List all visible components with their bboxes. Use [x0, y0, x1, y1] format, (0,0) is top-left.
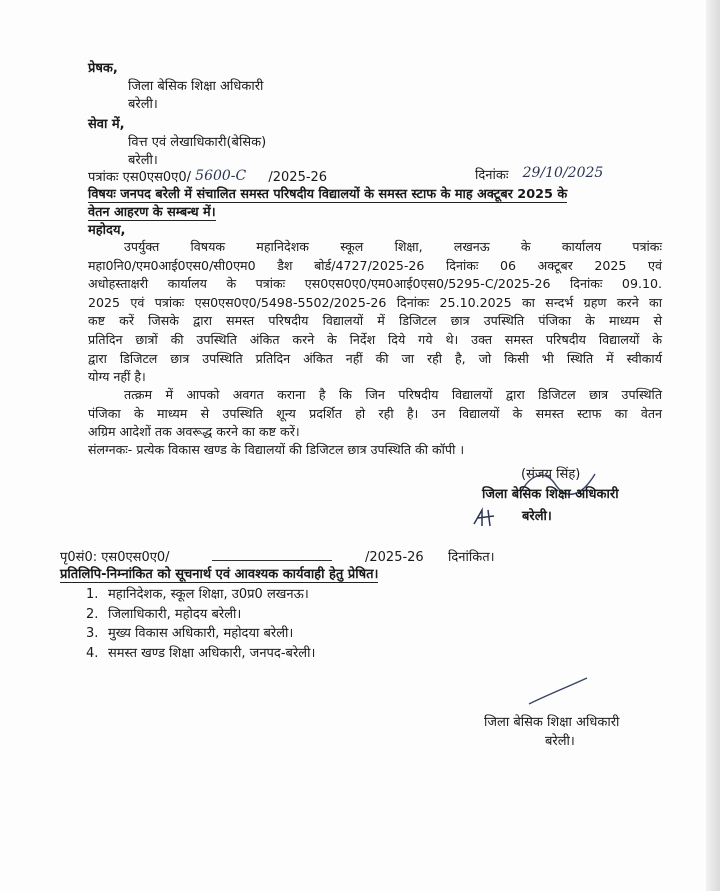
signatory-name: (संजय सिंह) [521, 467, 581, 482]
copy-heading: प्रतिलिपि-निम्नांकित को सूचनार्थ एवं आवश्यक कार्यवाही हेतु प्रेषित। [60, 567, 379, 582]
to-city: बरेली। [128, 153, 158, 168]
signatory-title: जिला बेसिक शिक्षा अधिकारी [482, 487, 619, 502]
para1-last-line: योग्य नहीं है। [88, 369, 146, 384]
initial-scribble [470, 506, 500, 530]
list-item: 3. मुख्य विकास अधिकारी, महोदया बरेली। [86, 626, 294, 641]
para2-last-line: अग्रिम आदेशों तक अवरूद्ध करने का कष्ट करें। [88, 424, 300, 439]
subject-line-2: वेतन आहरण के सम्बन्ध में। [88, 205, 216, 220]
reference-handwritten-number: 5600-C [195, 168, 247, 184]
footer-city: बरेली। [545, 734, 575, 749]
list-item: 2. जिलाधिकारी, महोदय बरेली। [86, 606, 242, 622]
reference-number [88, 168, 327, 187]
footer-signature-stroke [525, 674, 595, 710]
copy-reference-blank [212, 560, 332, 561]
footer-title: जिला बेसिक शिक्षा अधिकारी [484, 715, 620, 730]
para1-line: अधोहस्ताक्षरी कार्यालय के पत्रांकः एस0एस0ए0/एम0आई0एस0/5295-C/2025-26 दिनांकः 09.10. [88, 276, 662, 292]
copy-reference-prefix: पृ0सं0: एस0एस0ए0/ [60, 550, 170, 565]
para1-line: महा0नि0/एम0आई0एस0/सी0एम0 डैश बोर्ड/4727/2025-26 दिनांकः 06 अक्टूबर 2025 एवं [88, 257, 662, 273]
subject-line-1: विषयः जनपद बरेली में संचालित समस्त परिषदीय विद्यालयों के समस्त स्टाफ के माह अक्टूबर 2025 के [88, 187, 568, 202]
para1-line: द्वारा डिजिटल छात्र उपस्थिति प्रतिदिन अंकित नहीं की जा रही है, जो किसी भी स्थिति में स्वीकार्य [88, 350, 662, 366]
reference-suffix: /2025-26 [268, 170, 328, 185]
list-item: 1. महानिदेशक, स्कूल शिक्षा, उ0प्र0 लखनऊ। [86, 587, 309, 602]
sender-name: जिला बेसिक शिक्षा अधिकारी [128, 79, 264, 94]
para2-line: तत्क्रम में आपको अवगत कराना है कि जिन परिषदीय विद्यालयों द्वारा डिजिटल छात्र उपस्थिति [124, 387, 662, 402]
para1-line: प्रतिदिन छात्रों की उपस्थिति अंकित करने के निर्देश दिये गये थे। उक्त समस्त परिषदीय विद्यालयों के [88, 332, 662, 347]
signature-scribble [500, 454, 610, 514]
letter-date [475, 166, 603, 185]
salutation: महोदय, [88, 223, 126, 238]
list-item: 4. समस्त खण्ड शिक्षा अधिकारी, जनपद-बरेली। [86, 645, 316, 661]
para1-line: 2025 एवं पत्रांकः एस0एस0ए0/5498-5502/2025-26 दिनांकः 25.10.2025 का सन्दर्भ ग्रहण करने का [88, 294, 662, 310]
para1-line: उपर्युक्त विषयक महानिदेशक स्कूल शिक्षा, लखनऊ के कार्यालय पत्रांकः [124, 239, 662, 254]
copy-reference-suffix: /2025-26 [365, 550, 424, 565]
reference-prefix: पत्रांकः एस0एस0ए0/ [88, 170, 192, 185]
para1-line: कष्ट करें जिसके द्वारा समस्त परिषदीय विद्यालयों में डिजिटल छात्र उपस्थिति पंजिका के माध्यम से [88, 313, 662, 329]
sender-label: प्रेषक, [88, 61, 118, 76]
copy-recipient-list [86, 585, 315, 663]
page-edge-shadow [706, 0, 720, 891]
signatory-city: बरेली। [522, 509, 552, 524]
enclosure-note: संलग्नकः- प्रत्येक विकास खण्ड के विद्यालयों की डिजिटल छात्र उपस्थिति की कॉपी । [88, 442, 465, 457]
copy-date: दिनांकित। [448, 550, 495, 565]
date-label: दिनांकः [475, 168, 509, 183]
sender-city: बरेली। [128, 97, 158, 112]
to-name: वित्त एवं लेखाधिकारी(बेसिक) [128, 135, 267, 150]
to-label: सेवा में, [88, 117, 125, 132]
para2-line: पंजिका के माध्यम से उपस्थिति शून्य प्रदर्शित हो रही है। उन विद्यालयों के समस्त स्टाफ का वेतन [88, 405, 662, 421]
copy-reference [60, 549, 170, 567]
date-handwritten: 29/10/2025 [522, 165, 604, 181]
